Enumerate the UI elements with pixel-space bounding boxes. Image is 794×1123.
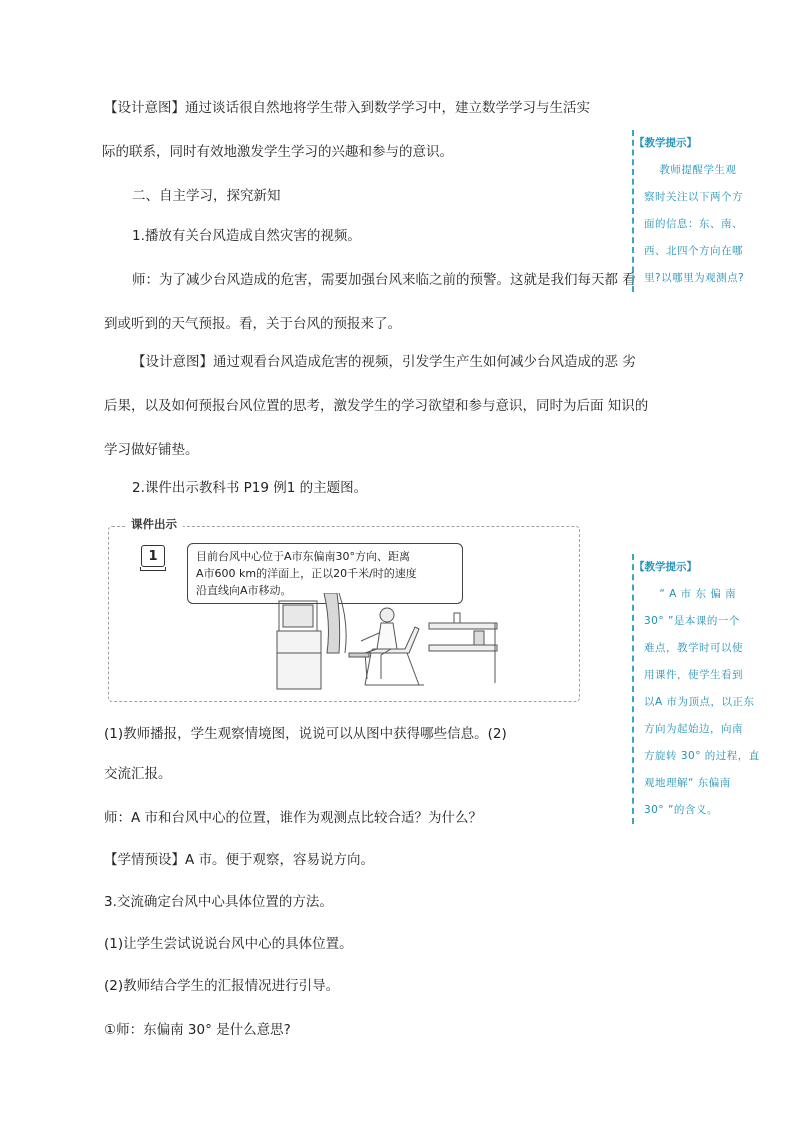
text-line: 【设计意图】通过谈话很自然地将学生带入到数学学习中，建立数学学习与生活实 [104,100,590,116]
tip-title: 【教学提示】 [634,137,697,149]
item-3: 3.交流确定台风中心具体位置的方法。 [104,894,333,910]
sub-step-1: (1)让学生尝试说说台风中心的具体位置。 [104,936,353,952]
step-1: (1)教师播报，学生观察情境图，说说可以从图中获得哪些信息。(2) [104,726,507,742]
figure-tab-label: 课件出示 [125,516,183,532]
text-line: 际的联系，同时有效地激发学生学习的兴趣和参与的意识。 [102,144,453,160]
text-line: 到或听到的天气预报。看，关于台风的预报来了。 [104,316,401,332]
text-line: 【设计意图】通过观看台风造成危害的视频，引发学生产生如何减少台风造成的恶 劣 [132,354,636,370]
text-line: 学习做好铺垫。 [104,442,199,458]
example-number-badge: 1 [141,545,165,567]
item-1: 1.播放有关台风造成自然灾害的视频。 [132,228,361,244]
speech-bubble: 目前台风中心位于A市东偏南30°方向、距离 A市600 km的洋面上，正以20千米/时的速度 沿直线向A市移动。 [187,543,463,604]
living-room-illustration [269,593,499,693]
section-heading: 二、自主学习，探究新知 [132,188,281,204]
teacher-question: 师：A 市和台风中心的位置，谁作为观测点比较合适？为什么？ [104,810,483,826]
step-2: 交流汇报。 [104,766,172,782]
teaching-tip-2: 【教学提示】 “ A 市 东 偏 南 30° ”是本课的一个 难点，教学时可以使 用课件，使学生看到 以A 市为顶点，以正东 方向为起始边，向南 方旋转 30° 的过程，直 观地理解“ 东偏南 30° ”的含义。 [632,554,778,824]
teacher-paragraph-1 [104,258,636,346]
item-2: 2.课件出示教科书 P19 例1 的主题图。 [132,480,368,496]
design-intent-paragraph-1 [104,86,612,174]
learning-preset: 【学情预设】A 市。便于观察，容易说方向。 [104,852,375,868]
design-intent-paragraph-2 [104,340,649,472]
teaching-tip-1: 【教学提示】 教师提醒学生观 察时关注以下两个方 面的信息：东、南、 西、北四个方向在哪 里?以哪里为观测点? [632,130,778,292]
courseware-figure [108,517,580,702]
tip-title: 【教学提示】 [634,561,697,573]
sub-step-2: (2)教师结合学生的汇报情况进行引导。 [104,978,340,994]
sub-step-3: ①师：东偏南 30° 是什么意思? [104,1022,291,1038]
text-line: 师：为了减少台风造成的危害，需要加强台风来临之前的预警。这就是我们每天都 看 [132,272,636,288]
text-line: 后果，以及如何预报台风位置的思考，激发学生的学习欲望和参与意识，同时为后面 知识的 [104,398,649,414]
